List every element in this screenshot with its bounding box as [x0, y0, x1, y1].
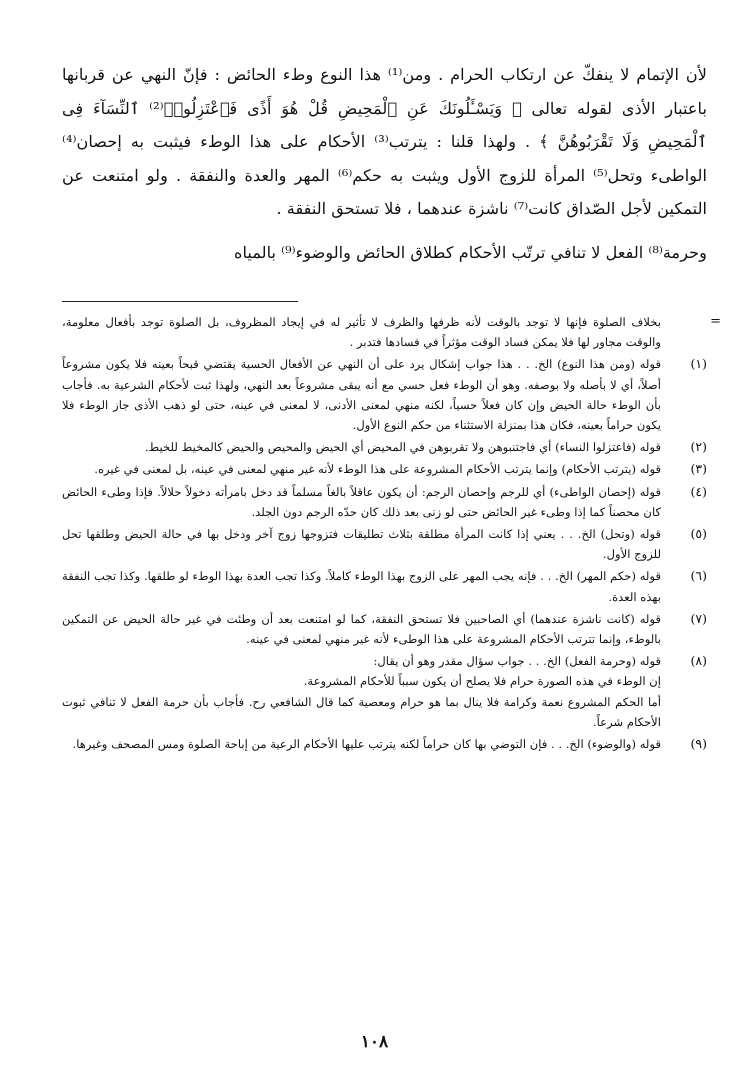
page-number: ١٠٨ [360, 1032, 389, 1052]
footnote-line: قوله (وحرمة الفعل) الخ. . . جواب سؤال مقدر وهو أن يقال: [373, 654, 661, 669]
continuation-marker: = [710, 314, 721, 329]
footnote-number: (٩) [690, 736, 707, 752]
footnote-text: قوله (إحصان الواطىء) أي للرجم وإحصان الرجم: أن يكون عاقلاً بالغاً مسلماً قد دخل بامرأته دخولاً حلالاً. فإذا وطىء الحائض كان محصناً كما إذا وطىء غير الحائض حتى لو زنى بعد ذلك كان حدّه الرجم دون الجلد. [62, 484, 661, 519]
footnote-continuation [62, 312, 721, 352]
footnotes [62, 312, 721, 754]
footnote-number: (٦) [690, 568, 707, 584]
footnote-number: (٣) [690, 461, 707, 477]
footnote-text [62, 651, 661, 732]
footnote-text: قوله (يترتب الأحكام) وإنما يترتب الأحكام المشروعة على هذا الوطء لأنه غير منهي لمعنى في عينه، بل لمعنى في غيره. [94, 462, 661, 477]
footnote-text: قوله (ومن هذا النوع) الخ. . . هذا جواب إشكال يرد على أن النهي عن الأفعال الحسية يقتضي قبحاً بعينه فلا يكون مشروعاً أصلاً، أي لا بأصله ولا بوصفه. وهو أن الوطء فعل حسي مع أنه يبقى مشروعاً بعد النهي، ولهذا ثبت لأحكام الشرعية به. فأجاب بأن الوطء حالة الحيض وإن كان فعلاً حسياً، لكنه منهي لمعنى الأدنى، لا لمعنى في عينه، حتى لو ذهب الأذى جاز الوطء فلا يكون حراماً بعينه، فكان هذا بمنزلة الاستثناء من حكم النوع الأول. [62, 357, 661, 433]
main-text [62, 58, 707, 269]
footnote-number: (١) [690, 356, 707, 372]
footnote-number: (٥) [690, 526, 707, 542]
footnote-item [62, 609, 707, 649]
footnote-number: (٤) [690, 483, 707, 499]
footnote-item [62, 354, 707, 435]
main-paragraph: لأن الإتمام لا ينفكّ عن ارتكاب الحرام . ومن⁽¹⁾ هذا النوع وطء الحائض : فإنّ النهي عن قربانها باعتبار الأذى لقوله تعالى ﴿ وَيَسْـَٔلُونَكَ عَنِ ٱلْمَحِيضِ قُلْ هُوَ أَذًى فَٱعْتَزِلُوا۟⁽²⁾ ٱلنِّسَآءَ فِى ٱلْمَحِيضِ وَلَا تَقْرَبُوهُنَّ ﴾ . ولهذا قلنا : يترتب⁽³⁾ الأحكام على هذا الوطء فيثبت به إحصان⁽⁴⁾ الواطىء وتحل⁽⁵⁾ المرأة للزوج الأول ويثبت به حكم⁽⁶⁾ المهر والعدة والنفقة . ولو امتنعت عن التمكين لأجل الصّداق كانت⁽⁷⁾ ناشزة عندهما ، فلا تستحق النفقة . [62, 65, 707, 218]
footnote-item [62, 459, 707, 479]
footnote-number: (٢) [690, 439, 707, 455]
footnote-text: قوله (فاعتزلوا النساء) أي فاجتنبوهن ولا تقربوهن في المحيض أي الحيض والمحيص والحيض كالمخيط للخيط. [144, 440, 661, 455]
footnote-item [62, 734, 707, 754]
footnote-number: (٨) [690, 653, 707, 669]
footnote-item [62, 482, 707, 522]
main-paragraph: وحرمة⁽⁸⁾ الفعل لا تنافي ترتّب الأحكام كطلاق الحائض والوضوء⁽⁹⁾ بالمياه [234, 242, 707, 262]
footnote-text: بخلاف الصلوة فإنها لا توجد بالوقت لأنه ظرفها والظرف لا تأثير له في إيجاد المظروف، بل الصلوة توجد بأفعال معلومة، والوقت مجاور لها فلا يمكن فساد الوقت مؤثراً في فسادها فتدبر . [62, 315, 661, 350]
footnote-item [62, 524, 707, 564]
footnote-number: (٧) [690, 610, 707, 626]
footnote-item [62, 651, 707, 732]
footnote-divider [62, 301, 298, 302]
footnote-item [62, 437, 707, 457]
page [62, 58, 721, 754]
footnote-text: قوله (كانت ناشزة عندهما) أي الصاحبين فلا تستحق النفقة، كما لو امتنعت بعد أن وطئت في غير حالة الحيض عن التمكين بالوطء، وإنما تترتب الأحكام المشروعة على هذا الوطىء لأنه غير منهي لمعنى في عينه. [62, 611, 661, 647]
footnote-text: قوله (حكم المهر) الخ. . . فإنه يجب المهر على الزوج بهذا الوطء كاملاً. وكذا تجب العدة بهذا الوطء لو طلقها. وكذا تجب النفقة بهذه العدة. [62, 569, 661, 604]
footnote-line: أما الحكم المشروع نعمة وكرامة فلا ينال بما هو حرام ومعصية كما قال الشافعي رح. فأجاب بأن حرمة الفعل لا تنافي ثبوت الأحكام شرعاً. [62, 694, 661, 729]
footnote-line: إن الوطء في هذه الصورة حرام فلا يصلح أن يكون سبباً للأحكام المشروعة. [303, 674, 661, 689]
footnote-item [62, 566, 707, 606]
footnote-text: قوله (وتحل) الخ. . . يعني إذا كانت المرأة مطلقة بثلاث تطليقات فتزوجها زوج آخر ودخل بها في حالة الحيض وطلقها تحل للزوج الأول. [62, 527, 661, 562]
footnote-text: قوله (والوضوء) الخ. . . فإن التوضي بها كان حراماً لكنه يترتب عليها الأحكام الرعية من إباحة الصلوة ومس المصحف وغيرها. [72, 737, 661, 752]
